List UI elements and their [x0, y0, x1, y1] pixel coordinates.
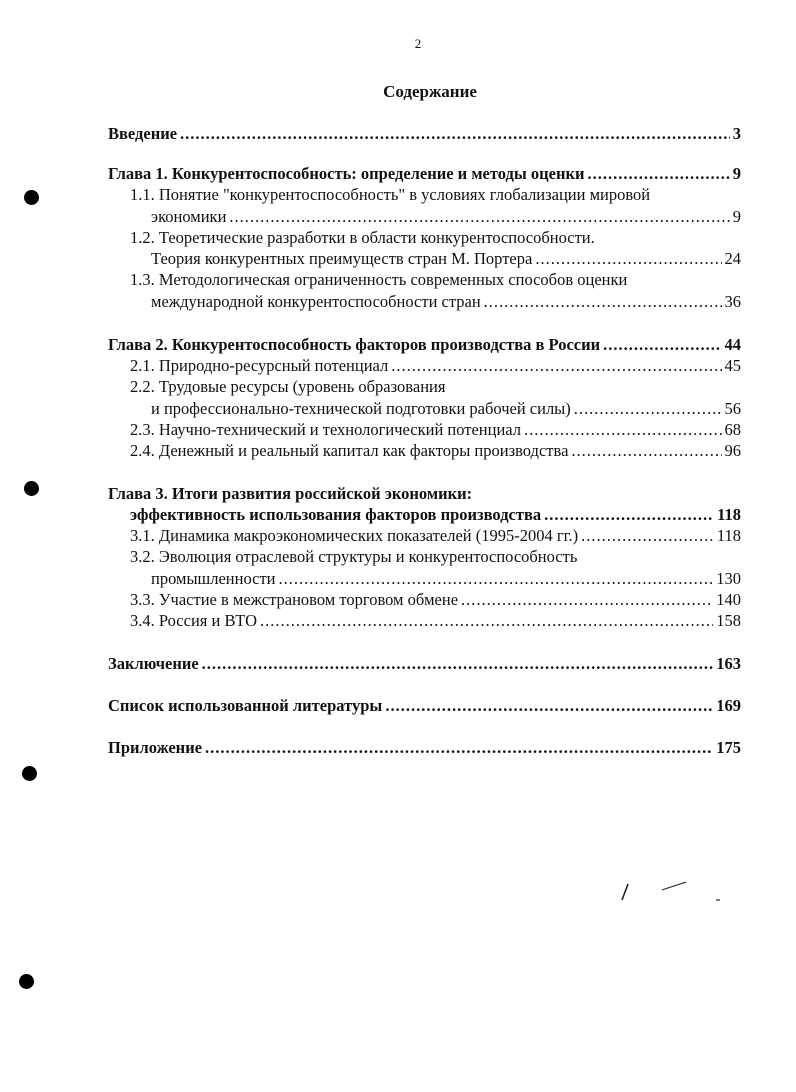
toc-entry-chapter-1[interactable]: Глава 1. Конкурентоспособность: определение и методы оценки ..... 9: [108, 163, 741, 185]
toc-entry-2-2[interactable]: и профессионально-технической подготовки рабочей силы) ..... 56: [151, 398, 741, 420]
page-number: 2: [414, 36, 422, 51]
toc-entry-2-3[interactable]: 2.3. Научно-технический и технологический потенциал ..... 68: [130, 419, 741, 441]
toc-entry-1-2[interactable]: Теория конкурентных преимуществ стран М. Портера ..... 24: [151, 248, 741, 270]
toc-entry-intro[interactable]: Введение ..... 3: [108, 123, 741, 145]
toc-entry-conclusion[interactable]: Заключение ..... 163: [108, 653, 741, 675]
toc-entry-2-1[interactable]: 2.1. Природно-ресурсный потенциал ..... 45: [130, 355, 741, 377]
signature-mark: [612, 874, 732, 914]
toc-entry-3-2-line1: 3.2. Эволюция отраслевой структуры и конкурентоспособность: [130, 547, 578, 566]
toc-entry-references[interactable]: Список использованной литературы ..... 169: [108, 695, 741, 717]
toc-entry-2-4[interactable]: 2.4. Денежный и реальный капитал как факторы производства ..... 96: [130, 440, 741, 462]
toc-entry-1-1-line1: 1.1. Понятие "конкурентоспособность" в условиях глобализации мировой: [130, 185, 651, 204]
toc-entry-1-1[interactable]: экономики ..... 9: [151, 206, 741, 228]
toc-entry-3-1[interactable]: 3.1. Динамика макроэкономических показателей (1995-2004 гг.) ..... 118: [130, 525, 741, 547]
toc-entry-chapter-3[interactable]: эффективность использования факторов производства ..... 118: [130, 504, 741, 526]
toc-entry-chapter-2[interactable]: Глава 2. Конкурентоспособность факторов производства в России ..... 44: [108, 334, 741, 356]
toc-entry-1-2-line1: 1.2. Теоретические разработки в области конкурентоспособности.: [130, 228, 595, 247]
toc-entry-3-2[interactable]: промышленности ..... 130: [151, 568, 741, 590]
toc-entry-1-3[interactable]: международной конкурентоспособности стран ..... 36: [151, 291, 741, 313]
toc-entry-3-4[interactable]: 3.4. Россия и ВТО ..... 158: [130, 610, 741, 632]
page-title: Содержание: [383, 82, 477, 101]
toc-entry-chapter-3-line1: Глава 3. Итоги развития российской экономики:: [108, 484, 473, 503]
toc-entry-2-2-line1: 2.2. Трудовые ресурсы (уровень образования: [130, 377, 446, 396]
toc-entry-appendix[interactable]: Приложение ..... 175: [108, 737, 741, 759]
toc-entry-3-3[interactable]: 3.3. Участие в межстрановом торговом обмене ..... 140: [130, 589, 741, 611]
toc-entry-1-3-line1: 1.3. Методологическая ограниченность современных способов оценки: [130, 270, 628, 289]
